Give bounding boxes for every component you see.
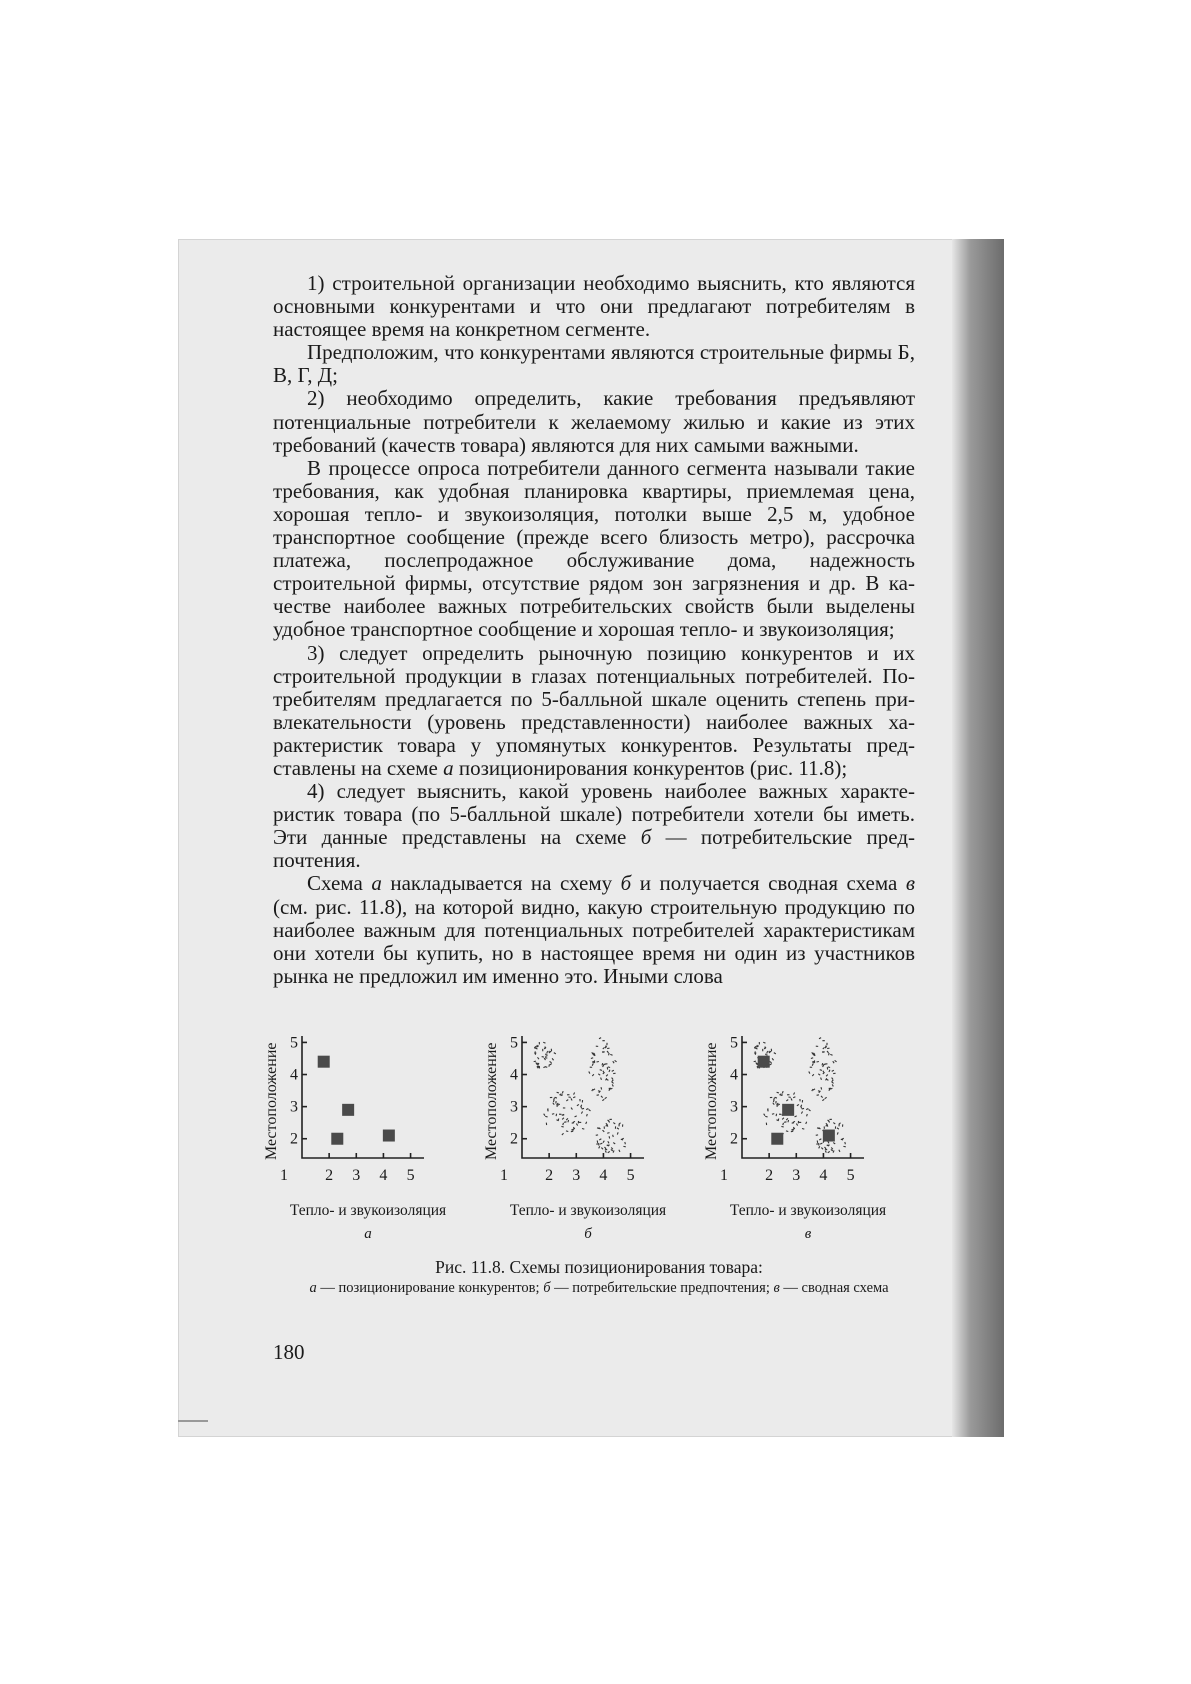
preference-dot [837, 1128, 839, 1129]
preference-dot [554, 1098, 555, 1100]
preference-dot [600, 1143, 602, 1144]
axes-lines [522, 1036, 644, 1158]
preference-dot [832, 1084, 833, 1086]
preference-dot [817, 1128, 819, 1129]
preference-dot [543, 1042, 545, 1043]
y-tick-label: 5 [510, 1034, 518, 1052]
x-tick-label: 2 [325, 1167, 334, 1184]
preference-dot [821, 1078, 822, 1080]
x-tick-label: 4 [819, 1167, 828, 1184]
preference-dot [599, 1146, 600, 1148]
preference-dot [598, 1074, 600, 1075]
preference-dot [775, 1097, 777, 1098]
preference-dot [819, 1146, 820, 1148]
x-tick-label: 1 [720, 1167, 728, 1184]
preference-dot [830, 1054, 832, 1055]
preference-dot [823, 1071, 824, 1073]
paragraph: Схема а накладывается на схему б и получается сводная схема в (см. рис. 11.8), на которой видно, какую строительную продукцию по наиболее важным для потенциальных потребителей характеристикам они хотели бы купить, но в настоящее время ни один из участников рынка не предложил им именно это. Иными слова [273, 871, 915, 988]
preference-dot [599, 1038, 601, 1039]
preference-dot [586, 1109, 588, 1110]
preference-dot [796, 1124, 797, 1126]
preference-dot [778, 1104, 780, 1105]
preference-dot [786, 1118, 788, 1120]
paragraph: Предположим, что конкурентами являются строительные фирмы Б, В, Г, Д; [273, 340, 915, 388]
figure-caption: Рис. 11.8. Схемы позиционирования товара: [435, 1257, 763, 1277]
y-tick-label: 4 [290, 1066, 298, 1084]
preference-dot [827, 1051, 828, 1053]
preference-dot [819, 1038, 821, 1039]
x-tick-label: 4 [379, 1167, 388, 1184]
preference-dot [826, 1123, 828, 1125]
preference-dot [812, 1064, 813, 1066]
preference-dot [562, 1091, 563, 1093]
preference-dot [781, 1126, 783, 1127]
preference-dot [575, 1116, 577, 1117]
competitor-marker [342, 1104, 354, 1116]
preference-dot [811, 1058, 813, 1059]
paragraph: 3) следует определить рыночную позицию конкурентов и их строительной продукции в глазах потенциальных потребителей. Потребителям предлагается по 5-балльной шкале оценить степень привлекательности (уровень представленности) наиболее важных характеристик товара у упомянутых конкурентов. Результаты представлены на схеме а позиционирования конкурентов (рис. 11.8); [273, 640, 915, 780]
preference-dot [563, 1123, 564, 1125]
preference-dot [841, 1139, 843, 1140]
preference-dot [845, 1142, 846, 1144]
preference-dot [832, 1078, 833, 1080]
competitor-marker [771, 1133, 783, 1145]
preference-dot [609, 1136, 610, 1138]
preference-dot [612, 1078, 613, 1080]
preference-dot [550, 1064, 552, 1065]
preference-dot [571, 1098, 572, 1100]
preference-dot [566, 1100, 568, 1101]
preference-dot [822, 1099, 824, 1100]
preference-dot [603, 1071, 604, 1073]
preference-dot [561, 1126, 563, 1127]
preference-dot [601, 1148, 603, 1150]
preference-dot [802, 1128, 804, 1129]
preference-dot [557, 1092, 559, 1093]
preference-dot [615, 1060, 617, 1061]
competitor-marker [782, 1104, 794, 1116]
preference-dot [812, 1074, 814, 1076]
preference-dot [817, 1095, 819, 1096]
preference-dot [828, 1141, 829, 1143]
y-tick-label: 3 [290, 1098, 298, 1116]
preference-dot [602, 1063, 603, 1065]
preference-dot [777, 1092, 779, 1093]
preference-dot [781, 1095, 783, 1096]
y-tick-label: 5 [730, 1034, 738, 1052]
preference-dot [609, 1070, 610, 1072]
preference-dot [823, 1047, 825, 1049]
preference-dot [777, 1103, 779, 1105]
preference-dot [755, 1051, 756, 1053]
y-axis-label: Местоположение [483, 1042, 500, 1160]
preference-dot [611, 1147, 613, 1149]
preference-dot [592, 1089, 593, 1091]
preference-dot [604, 1147, 606, 1149]
preference-dot [606, 1123, 608, 1125]
preference-dot [833, 1143, 835, 1144]
competitor-marker [758, 1056, 770, 1068]
preference-dot [832, 1070, 834, 1071]
preference-dot [756, 1048, 758, 1050]
preference-dot [556, 1114, 557, 1116]
preference-dot [801, 1111, 802, 1113]
y-tick-label: 4 [730, 1066, 738, 1084]
preference-dot [795, 1116, 797, 1117]
preference-dot [547, 1051, 549, 1053]
preference-dot [608, 1067, 610, 1068]
preference-dot [536, 1048, 538, 1050]
preference-dot [831, 1149, 833, 1150]
competitor-marker [383, 1130, 395, 1142]
competitor-marker [318, 1056, 330, 1068]
scheme-panel-2 [483, 1028, 708, 1188]
axes-lines [742, 1036, 864, 1158]
preference-dot [806, 1109, 808, 1110]
body-text [273, 272, 915, 988]
preference-dot [833, 1123, 835, 1124]
preference-dot [608, 1120, 609, 1122]
preference-dot [571, 1108, 572, 1110]
preference-dot [597, 1128, 599, 1129]
preference-dot [589, 1109, 591, 1111]
preference-dot [597, 1095, 599, 1096]
preference-dot [825, 1097, 827, 1098]
preference-dot [792, 1129, 794, 1130]
preference-dot [809, 1109, 811, 1111]
competitor-marker [331, 1133, 343, 1145]
preference-dot [599, 1139, 601, 1140]
preference-dot [542, 1057, 544, 1058]
preference-dot [552, 1058, 553, 1060]
preference-dot [568, 1120, 569, 1122]
preference-dot [832, 1082, 834, 1083]
preference-dot [544, 1114, 545, 1116]
x-tick-label: 1 [500, 1167, 508, 1184]
preference-dot [763, 1042, 765, 1043]
preference-dot [774, 1098, 775, 1100]
page-corner-mark [178, 1420, 208, 1422]
preference-dot [544, 1058, 545, 1060]
y-tick-label: 2 [730, 1130, 738, 1148]
preference-dot [562, 1118, 564, 1120]
preference-dot [807, 1114, 808, 1116]
preference-dot [601, 1096, 603, 1098]
panel-letter: в [804, 1226, 812, 1242]
x-tick-label: 2 [765, 1167, 774, 1184]
paragraph: В процессе опроса потребители данного сегмента называли такие требования, как удобная планировка квартиры, приемлемая цена, хорошая тепло- и звукоизоляция, потолки выше 2,5 м, удобное транспортное сообщение (прежде всего близость метро), рассрочка платежа, послепродажное обслуживание дома, надежность строительной фирмы, отсутствие рядом зон загрязнения и др. В качестве наиболее важных потребительских свойств были выделены удобное транспортное сообщение и хорошая тепло- и звукоизоляция; [273, 455, 915, 642]
preference-dot [581, 1106, 582, 1108]
y-tick-label: 2 [290, 1130, 298, 1148]
preference-dot [833, 1061, 834, 1063]
preference-dot [607, 1133, 609, 1134]
preference-dot [573, 1097, 575, 1098]
preference-dot [613, 1061, 614, 1063]
preference-dot [574, 1093, 575, 1095]
preference-dot [820, 1070, 822, 1071]
preference-dot [767, 1051, 769, 1053]
preference-dot [754, 1061, 756, 1062]
preference-dot [576, 1124, 577, 1126]
y-tick-label: 4 [510, 1066, 518, 1084]
y-tick-label: 3 [730, 1098, 738, 1116]
preference-dot [603, 1130, 605, 1132]
preference-dot [545, 1055, 547, 1056]
preference-dot [553, 1103, 554, 1105]
preference-dot [566, 1118, 568, 1120]
preference-dot [793, 1097, 795, 1098]
panel-letter: б [584, 1226, 592, 1242]
x-tick-label: 3 [792, 1167, 801, 1184]
preference-dot [612, 1084, 613, 1086]
preference-dot [611, 1149, 613, 1150]
preference-dot [581, 1111, 582, 1113]
preference-dot [829, 1089, 830, 1091]
x-tick-label: 5 [406, 1167, 415, 1184]
preference-dot [826, 1075, 828, 1077]
preference-dot [587, 1114, 588, 1116]
preference-dot [537, 1057, 538, 1059]
preference-dot [822, 1052, 824, 1053]
preference-dot [545, 1067, 547, 1068]
preference-dot [612, 1080, 614, 1082]
y-tick-label: 2 [510, 1130, 518, 1148]
preference-dot [612, 1070, 614, 1071]
preference-dot [613, 1143, 615, 1144]
preference-dot [608, 1151, 610, 1152]
preference-dot [612, 1082, 614, 1083]
preference-dot [797, 1104, 799, 1105]
preference-dot [819, 1139, 821, 1140]
preference-dot [822, 1063, 823, 1065]
preference-dot [617, 1128, 619, 1129]
preference-dot [769, 1051, 770, 1053]
preference-dot [765, 1116, 767, 1117]
preference-dot [606, 1078, 607, 1080]
preference-dot [592, 1074, 594, 1076]
x-tick-label: 1 [280, 1167, 288, 1184]
preference-dot [825, 1150, 826, 1152]
preference-dot [625, 1142, 626, 1144]
panel-letter: а [364, 1226, 372, 1242]
x-axis-label: Тепло- и звукоизоляция [729, 1202, 887, 1219]
x-tick-label: 3 [352, 1167, 361, 1184]
preference-dot [550, 1061, 552, 1062]
preference-dot [809, 1072, 810, 1074]
x-axis-label: Тепло- и звукоизоляция [509, 1202, 667, 1219]
x-tick-label: 3 [572, 1167, 581, 1184]
preference-dot [602, 1052, 604, 1053]
preference-dot [821, 1148, 823, 1150]
preference-dot [818, 1074, 820, 1075]
preference-dot [828, 1120, 829, 1122]
page-number: 180 [273, 1340, 305, 1364]
paragraph: 2) необходимо определить, какие требования предъявляют потенциальные потребители к желаемому жилью и какие из этих требований (качеств товара) являются для них самыми важными. [273, 386, 915, 457]
book-spine-shadow [952, 239, 1004, 1437]
preference-dot [839, 1150, 840, 1152]
preference-dot [557, 1103, 559, 1105]
preference-dot [572, 1129, 574, 1130]
preference-dot [586, 1122, 587, 1124]
x-tick-label: 4 [599, 1167, 608, 1184]
preference-dot [562, 1133, 564, 1135]
axes-lines [302, 1036, 424, 1158]
preference-dot [613, 1135, 614, 1137]
x-axis-label: Тепло- и звукоизоляция [289, 1202, 447, 1219]
preference-dot [554, 1053, 556, 1054]
preference-dot [783, 1123, 784, 1125]
preference-dot [603, 1141, 604, 1143]
preference-dot [821, 1087, 822, 1089]
preference-dot [828, 1067, 830, 1068]
preference-dot [601, 1078, 602, 1080]
preference-dot [773, 1103, 774, 1105]
preference-dot [820, 1143, 822, 1144]
preference-dot [621, 1139, 623, 1140]
preference-dot [609, 1053, 610, 1055]
preference-dot [825, 1149, 827, 1150]
preference-dot [812, 1089, 813, 1091]
preference-dot [602, 1099, 604, 1100]
competitor-marker [823, 1130, 835, 1142]
y-tick-label: 3 [510, 1098, 518, 1116]
preference-dot [828, 1151, 830, 1152]
preference-dot [601, 1087, 602, 1089]
preference-dot [607, 1051, 608, 1053]
preference-dot [555, 1097, 557, 1098]
preference-dot [617, 1132, 618, 1134]
preference-dot [619, 1150, 620, 1152]
preference-dot [605, 1097, 607, 1098]
preference-dot [772, 1114, 774, 1115]
preference-dot [534, 1061, 536, 1062]
preference-dot [772, 1058, 773, 1060]
preference-dot [582, 1128, 584, 1129]
preference-dot [603, 1065, 604, 1067]
preference-dot [609, 1089, 610, 1091]
preference-dot [566, 1131, 568, 1132]
preference-dot [829, 1070, 830, 1072]
preference-dot [561, 1095, 563, 1096]
preference-dot [770, 1064, 772, 1065]
preference-dot [608, 1141, 609, 1143]
preference-dot [545, 1116, 547, 1117]
preference-dot [577, 1104, 579, 1105]
y-tick-label: 5 [290, 1034, 298, 1052]
preference-dot [589, 1072, 590, 1074]
preference-dot [770, 1061, 772, 1062]
preference-dot [605, 1150, 606, 1152]
preference-dot [764, 1114, 765, 1116]
preference-dot [801, 1106, 802, 1108]
preference-dot [600, 1070, 602, 1071]
paragraph: 1) строительной организации необходимо выяснить, кто являются основными конкурентами и что они предлагают потребителям в настоящее время на конкретном сегменте. [273, 271, 915, 342]
preference-dot [552, 1114, 554, 1115]
preference-dot [824, 1147, 826, 1149]
preference-dot [826, 1078, 827, 1080]
preference-dot [605, 1149, 607, 1150]
preference-dot [558, 1104, 560, 1105]
preference-dot [831, 1147, 833, 1149]
preference-dot [823, 1065, 824, 1067]
preference-dot [786, 1100, 788, 1101]
preference-dot [535, 1051, 536, 1053]
preference-dot [549, 1051, 550, 1053]
preference-dot [592, 1052, 593, 1054]
preference-dot [594, 1054, 595, 1056]
preference-dot [829, 1053, 830, 1055]
preference-dot [613, 1123, 615, 1124]
preference-dot [788, 1120, 789, 1122]
preference-dot [606, 1075, 608, 1077]
y-axis-label: Местоположение [263, 1042, 280, 1160]
preference-dot [786, 1131, 788, 1132]
preference-dot [812, 1052, 813, 1054]
preference-dot [837, 1132, 838, 1134]
preference-dot [592, 1064, 593, 1066]
preference-dot [791, 1098, 792, 1100]
preference-dot [782, 1118, 784, 1120]
preference-dot [833, 1150, 834, 1152]
preference-dot [613, 1150, 614, 1152]
scheme-panel-1 [263, 1028, 488, 1188]
figure-caption-legend: а — позиционирование конкурентов; б — потребительские предпочтения; в — сводная схема [309, 1280, 889, 1296]
preference-dot [835, 1060, 837, 1061]
x-tick-label: 2 [545, 1167, 554, 1184]
preference-dot [610, 1054, 612, 1055]
scheme-panel-3 [703, 1028, 928, 1188]
preference-dot [603, 1047, 605, 1049]
preference-dot [794, 1093, 795, 1095]
preference-dot [832, 1080, 834, 1082]
preference-dot [782, 1091, 783, 1093]
paragraph: 4) следует выяснить, какой уровень наиболее важных характеристик товара (по 5-балльной шкале) потребители хотели бы иметь. Эти данные представлены на схеме б — потребительские предпочтения. [273, 779, 916, 873]
preference-dot [776, 1114, 777, 1116]
preference-dot [774, 1053, 776, 1054]
x-tick-label: 5 [626, 1167, 635, 1184]
preference-dot [591, 1058, 593, 1059]
figure-positioning-schemes [263, 1028, 928, 1268]
preference-dot [821, 1096, 823, 1098]
preference-dot [806, 1122, 807, 1124]
y-axis-label: Местоположение [703, 1042, 720, 1160]
preference-dot [814, 1054, 815, 1056]
x-tick-label: 5 [846, 1167, 855, 1184]
